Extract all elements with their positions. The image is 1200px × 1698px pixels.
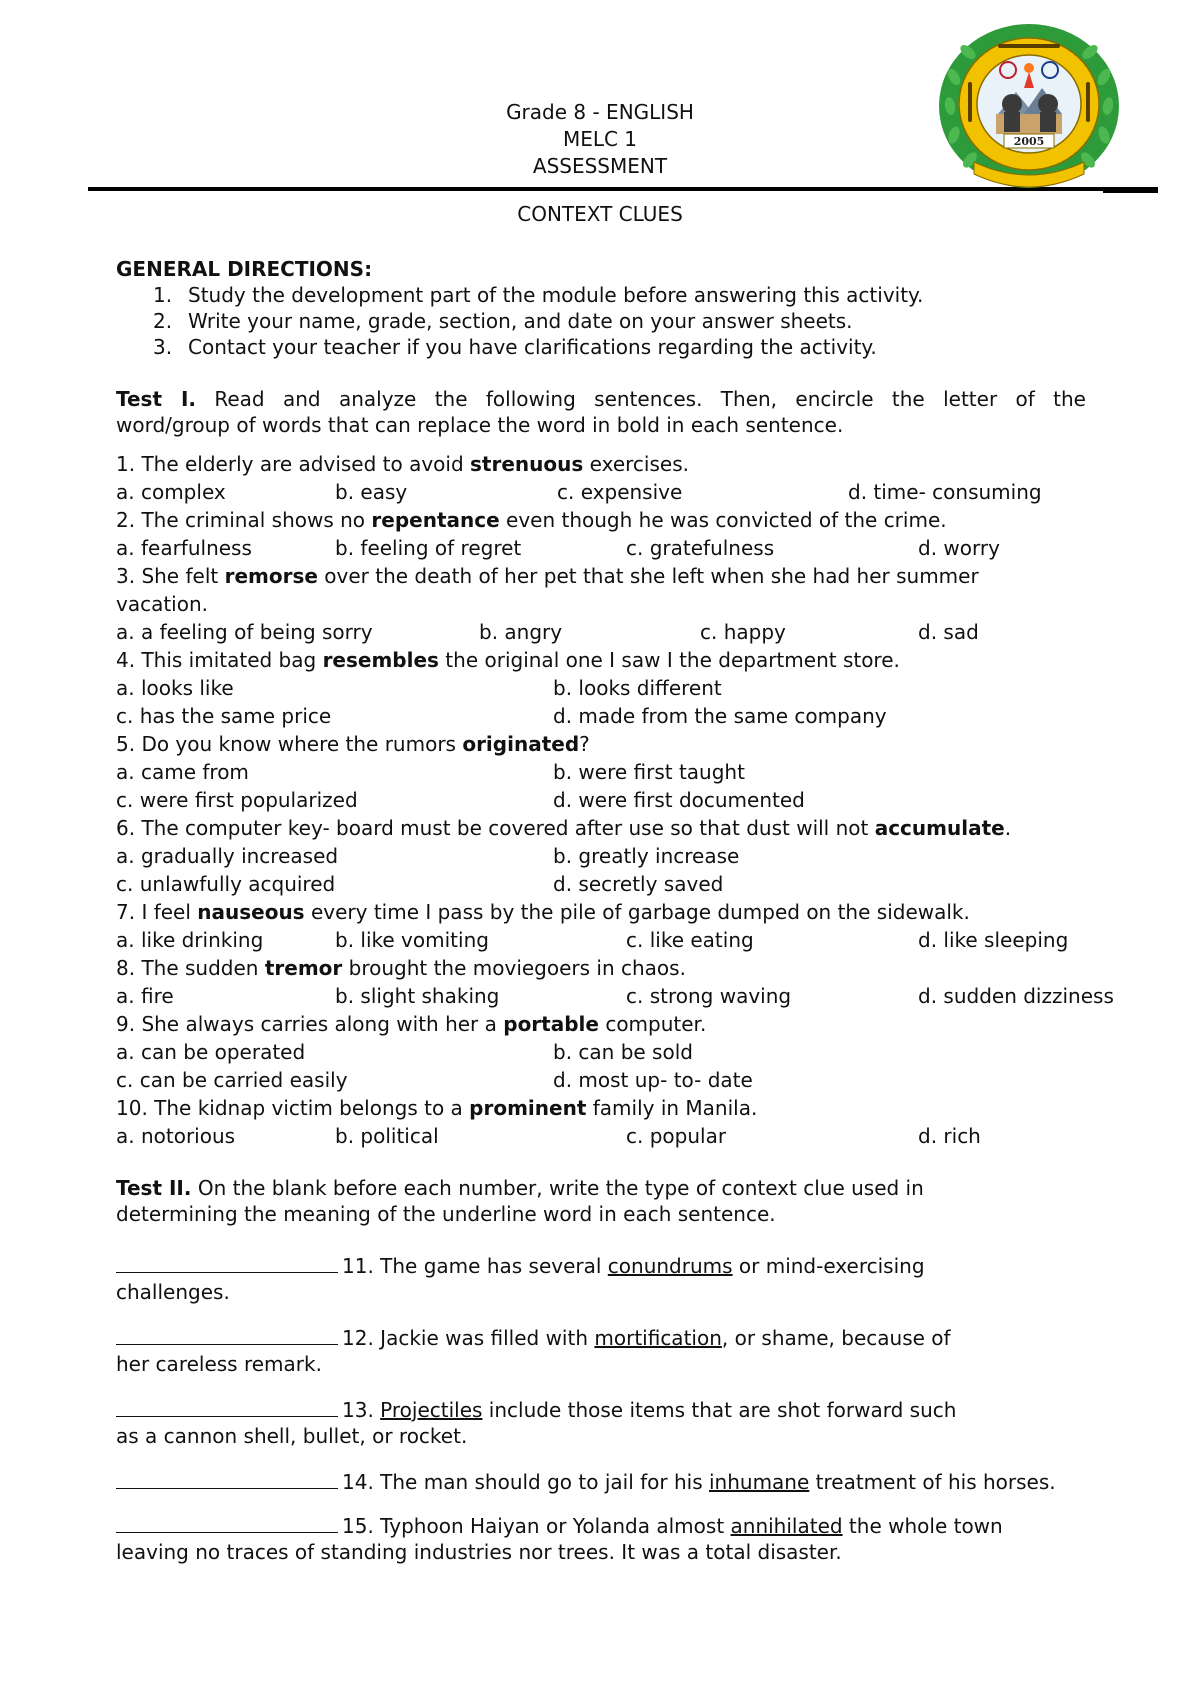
question-text: the whole town: [842, 1514, 1003, 1538]
question-6: [116, 815, 1011, 841]
target-word: accumulate: [874, 816, 1005, 840]
q6-option-b[interactable]: b. greatly increase: [553, 844, 740, 868]
direction-item-3: [153, 334, 877, 360]
q1-option-d[interactable]: d. time- consuming: [848, 480, 1042, 504]
question-12-cont: her careless remark.: [116, 1352, 322, 1376]
q10-option-d[interactable]: d. rich: [918, 1124, 981, 1148]
question-1: [116, 451, 689, 477]
question-text: 9. She always carries along with her a: [116, 1012, 504, 1036]
q4-option-d[interactable]: d. made from the same company: [553, 704, 887, 728]
answer-blank[interactable]: [116, 1470, 338, 1489]
test2-instruction-line2: determining the meaning of the underline word in each sentence.: [116, 1202, 776, 1226]
question-text: 14. The man should go to jail for his: [342, 1470, 709, 1494]
seal-year: 2005: [1013, 135, 1045, 148]
question-text: 15. Typhoon Haiyan or Yolanda almost: [342, 1514, 731, 1538]
question-text: even though he was convicted of the crime.: [499, 508, 947, 532]
question-text: 10. The kidnap victim belongs to a: [116, 1096, 470, 1120]
direction-text: Contact your teacher if you have clarifications regarding the activity.: [188, 335, 877, 359]
target-word: Projectiles: [380, 1398, 483, 1422]
answer-blank[interactable]: [116, 1254, 338, 1273]
q2-option-b[interactable]: b. feeling of regret: [335, 536, 522, 560]
question-text: 3. She felt: [116, 564, 225, 588]
target-word: annihilated: [730, 1514, 843, 1538]
question-text: over the death of her pet that she left when she had her summer: [317, 564, 979, 588]
answer-blank[interactable]: [116, 1326, 338, 1345]
direction-number: 1.: [153, 283, 173, 307]
target-word: repentance: [371, 508, 500, 532]
question-text: , or shame, because of: [721, 1326, 951, 1350]
test1-instruction: [116, 386, 1086, 412]
question-3-cont: vacation.: [116, 592, 209, 616]
question-text: or mind-exercising: [732, 1254, 925, 1278]
question-text: ?: [579, 732, 590, 756]
q5-option-a[interactable]: a. came from: [116, 760, 249, 784]
q7-option-a[interactable]: a. like drinking: [116, 928, 264, 952]
question-text: brought the moviegoers in chaos.: [342, 956, 686, 980]
q2-option-a[interactable]: a. fearfulness: [116, 536, 252, 560]
test1-instruction-text: Read and analyze the following sentences. Then, encircle the letter of the: [196, 387, 1086, 411]
q8-option-a[interactable]: a. fire: [116, 984, 174, 1008]
question-13: [116, 1397, 956, 1423]
q8-option-c[interactable]: c. strong waving: [626, 984, 792, 1008]
question-2: [116, 507, 947, 533]
question-text: treatment of his horses.: [809, 1470, 1056, 1494]
question-4: [116, 647, 900, 673]
q3-option-a[interactable]: a. a feeling of being sorry: [116, 620, 373, 644]
target-word: remorse: [224, 564, 318, 588]
direction-text: Write your name, grade, section, and date on your answer sheets.: [188, 309, 853, 333]
q1-option-c[interactable]: c. expensive: [557, 480, 683, 504]
question-14: [116, 1469, 1056, 1495]
question-text: family in Manila.: [586, 1096, 758, 1120]
question-11-cont: challenges.: [116, 1280, 230, 1304]
question-15: [116, 1513, 1003, 1539]
question-text: 2. The criminal shows no: [116, 508, 372, 532]
direction-item-2: [153, 308, 853, 334]
q7-option-b[interactable]: b. like vomiting: [335, 928, 489, 952]
header-melc: MELC 1: [562, 127, 638, 151]
q10-option-b[interactable]: b. political: [335, 1124, 439, 1148]
target-word: prominent: [469, 1096, 587, 1120]
q7-option-d[interactable]: d. like sleeping: [918, 928, 1069, 952]
question-text: include those items that are shot forward such: [482, 1398, 957, 1422]
question-text: 13.: [342, 1398, 381, 1422]
header-assessment: ASSESSMENT: [532, 154, 668, 178]
section-title: CONTEXT CLUES: [517, 202, 683, 226]
direction-number: 2.: [153, 309, 173, 333]
test2-instruction-text: On the blank before each number, write the type of context clue used in: [191, 1176, 924, 1200]
question-3: [116, 563, 979, 589]
q2-option-c[interactable]: c. gratefulness: [626, 536, 775, 560]
target-word: tremor: [264, 956, 343, 980]
question-text: 1. The elderly are advised to avoid: [116, 452, 471, 476]
question-13-cont: as a cannon shell, bullet, or rocket.: [116, 1424, 468, 1448]
question-text: exercises.: [583, 452, 689, 476]
q4-option-b[interactable]: b. looks different: [553, 676, 722, 700]
test2-label: Test II.: [116, 1176, 192, 1200]
target-word: mortification: [594, 1326, 722, 1350]
q10-option-a[interactable]: a. notorious: [116, 1124, 236, 1148]
q3-option-b[interactable]: b. angry: [479, 620, 563, 644]
q9-option-d[interactable]: d. most up- to- date: [553, 1068, 753, 1092]
q6-option-a[interactable]: a. gradually increased: [116, 844, 339, 868]
q4-option-c[interactable]: c. has the same price: [116, 704, 332, 728]
question-5: [116, 731, 590, 757]
q9-option-c[interactable]: c. can be carried easily: [116, 1068, 348, 1092]
target-word: strenuous: [470, 452, 584, 476]
question-text: 4. This imitated bag: [116, 648, 323, 672]
question-15-cont: leaving no traces of standing industries nor trees. It was a total disaster.: [116, 1540, 842, 1564]
q8-option-d[interactable]: d. sudden dizziness: [918, 984, 1114, 1008]
direction-item-1: [153, 282, 923, 308]
school-seal-icon: [938, 22, 1120, 190]
target-word: nauseous: [197, 900, 305, 924]
question-text: computer.: [598, 1012, 707, 1036]
test1-label: Test I.: [116, 387, 197, 411]
q8-option-b[interactable]: b. slight shaking: [335, 984, 500, 1008]
question-text: 12. Jackie was filled with: [342, 1326, 595, 1350]
q2-option-d[interactable]: d. worry: [918, 536, 1000, 560]
test1-instruction-line2: word/group of words that can replace the word in bold in each sentence.: [116, 413, 844, 437]
q6-option-c[interactable]: c. unlawfully acquired: [116, 872, 336, 896]
q10-option-c[interactable]: c. popular: [626, 1124, 727, 1148]
question-text: 7. I feel: [116, 900, 198, 924]
target-word: resembles: [322, 648, 439, 672]
question-text: 5. Do you know where the rumors: [116, 732, 463, 756]
test2-instruction: [116, 1175, 924, 1201]
direction-number: 3.: [153, 335, 173, 359]
q5-option-b[interactable]: b. were first taught: [553, 760, 745, 784]
q9-option-a[interactable]: a. can be operated: [116, 1040, 306, 1064]
answer-blank[interactable]: [116, 1398, 338, 1417]
target-word: conundrums: [607, 1254, 733, 1278]
q3-option-d[interactable]: d. sad: [918, 620, 979, 644]
q5-option-d[interactable]: d. were first documented: [553, 788, 805, 812]
target-word: inhumane: [708, 1470, 810, 1494]
question-10: [116, 1095, 757, 1121]
answer-blank[interactable]: [116, 1514, 338, 1533]
question-8: [116, 955, 686, 981]
question-9: [116, 1011, 706, 1037]
directions-heading: GENERAL DIRECTIONS:: [116, 257, 373, 281]
question-text: every time I pass by the pile of garbage dumped on the sidewalk.: [304, 900, 970, 924]
question-11: [116, 1253, 925, 1279]
target-word: originated: [462, 732, 580, 756]
q1-option-b[interactable]: b. easy: [335, 480, 408, 504]
q3-option-c[interactable]: c. happy: [700, 620, 786, 644]
target-word: portable: [503, 1012, 599, 1036]
question-text: the original one I saw I the department store.: [438, 648, 900, 672]
q5-option-c[interactable]: c. were first popularized: [116, 788, 358, 812]
q7-option-c[interactable]: c. like eating: [626, 928, 754, 952]
q4-option-a[interactable]: a. looks like: [116, 676, 234, 700]
question-text: 11. The game has several: [342, 1254, 608, 1278]
q1-option-a[interactable]: a. complex: [116, 480, 226, 504]
question-text: 6. The computer key- board must be covered after use so that dust will not: [116, 816, 875, 840]
question-12: [116, 1325, 951, 1351]
q9-option-b[interactable]: b. can be sold: [553, 1040, 693, 1064]
direction-text: Study the development part of the module before answering this activity.: [188, 283, 924, 307]
question-7: [116, 899, 970, 925]
question-text: 8. The sudden: [116, 956, 265, 980]
q6-option-d[interactable]: d. secretly saved: [553, 872, 724, 896]
header-grade-subject: Grade 8 - ENGLISH: [506, 100, 694, 124]
question-text: .: [1004, 816, 1012, 840]
